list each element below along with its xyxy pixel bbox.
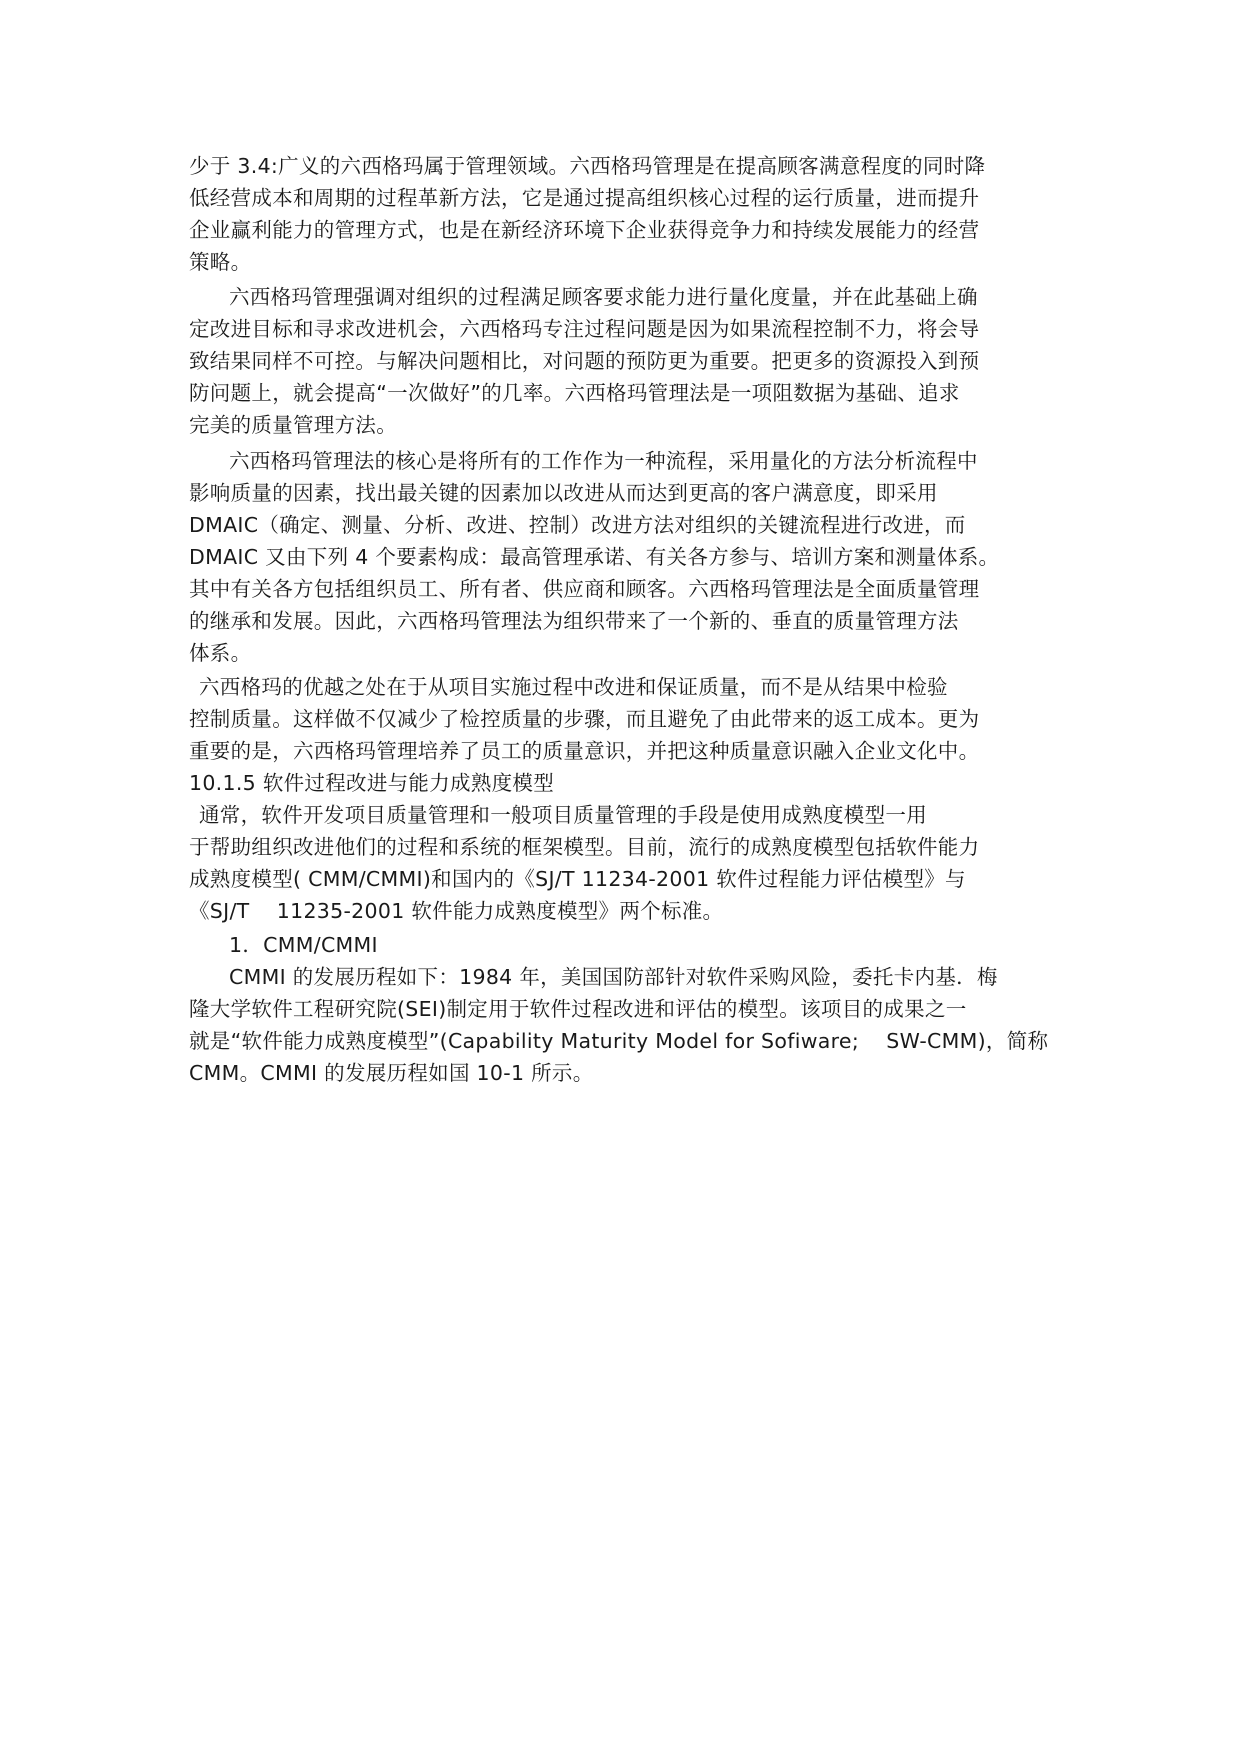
text-line: 其中有关各方包括组织员工、所有者、供应商和顾客。六西格玛管理法是全面质量管理 <box>189 577 980 601</box>
text-line: 企业赢利能力的管理方式，也是在新经济环境下企业获得竞争力和持续发展能力的经营 <box>189 218 980 242</box>
text-line: 策略。 <box>189 250 252 274</box>
text-line: 通常，软件开发项目质量管理和一般项目质量管理的手段是使用成熟度模型一用 <box>199 803 927 827</box>
text-line: 六西格玛的优越之处在于从项目实施过程中改进和保证质量，而不是从结果中检验 <box>199 675 948 699</box>
text-line: DMAIC 又由下列 4 个要素构成：最高管理承诺、有关各方参与、培训方案和测量体系。 <box>189 545 1000 569</box>
text-line: 六西格玛管理法的核心是将所有的工作作为一种流程，采用量化的方法分析流程中 <box>229 449 978 473</box>
text-line: 完美的质量管理方法。 <box>189 413 397 437</box>
text-line: 防问题上，就会提高“一次做好”的几率。六西格玛管理法是一项阻数据为基础、追求 <box>189 381 960 405</box>
section-heading: 10.1.5 软件过程改进与能力成熟度模型 <box>189 771 555 795</box>
text-line: 少于 3.4:广义的六西格玛属于管理领域。六西格玛管理是在提高顾客满意程度的同时降 <box>189 154 986 178</box>
text-line: 定改进目标和寻求改进机会，六西格玛专注过程问题是因为如果流程控制不力，将会导 <box>189 317 980 341</box>
subsection-heading: 1．CMM/CMMI <box>229 933 378 957</box>
text-line: CMM。CMMI 的发展历程如国 10-1 所示。 <box>189 1061 594 1085</box>
text-line: 《SJ/T 11235-2001 软件能力成熟度模型》两个标准。 <box>189 899 724 923</box>
text-line: 影响质量的因素，找出最关键的因素加以改进从而达到更高的客户满意度，即采用 <box>189 481 938 505</box>
text-line: 成熟度模型( CMM/CMMI)和国内的《SJ/T 11234-2001 软件过程能力评估模型》与 <box>189 867 966 891</box>
text-line: 就是“软件能力成熟度模型”(Capability Maturity Model for Sofiware; SW-CMM)，简称 <box>189 1029 1049 1053</box>
text-line: 的继承和发展。因此，六西格玛管理法为组织带来了一个新的、垂直的质量管理方法 <box>189 609 959 633</box>
text-line: 致结果同样不可控。与解决问题相比，对问题的预防更为重要。把更多的资源投入到预 <box>189 349 980 373</box>
text-line: 于帮助组织改进他们的过程和系统的框架模型。目前，流行的成熟度模型包括软件能力 <box>189 835 980 859</box>
text-line: DMAIC（确定、测量、分析、改进、控制）改进方法对组织的关键流程进行改进，而 <box>189 513 966 537</box>
text-line: 控制质量。这样做不仅减少了检控质量的步骤，而且避免了由此带来的返工成本。更为 <box>189 707 980 731</box>
text-line: 六西格玛管理强调对组织的过程满足顾客要求能力进行量化度量，并在此基础上确 <box>229 285 978 309</box>
text-line: 体系。 <box>189 641 252 665</box>
text-line: 重要的是，六西格玛管理培养了员工的质量意识，并把这种质量意识融入企业文化中。 <box>189 739 980 763</box>
text-line: CMMI 的发展历程如下：1984 年，美国国防部针对软件采购风险，委托卡内基．梅 <box>229 965 998 989</box>
text-line: 低经营成本和周期的过程革新方法，它是通过提高组织核心过程的运行质量，进而提升 <box>189 186 980 210</box>
text-line: 隆大学软件工程研究院(SEI)制定用于软件过程改进和评估的模型。该项目的成果之一 <box>189 997 967 1021</box>
